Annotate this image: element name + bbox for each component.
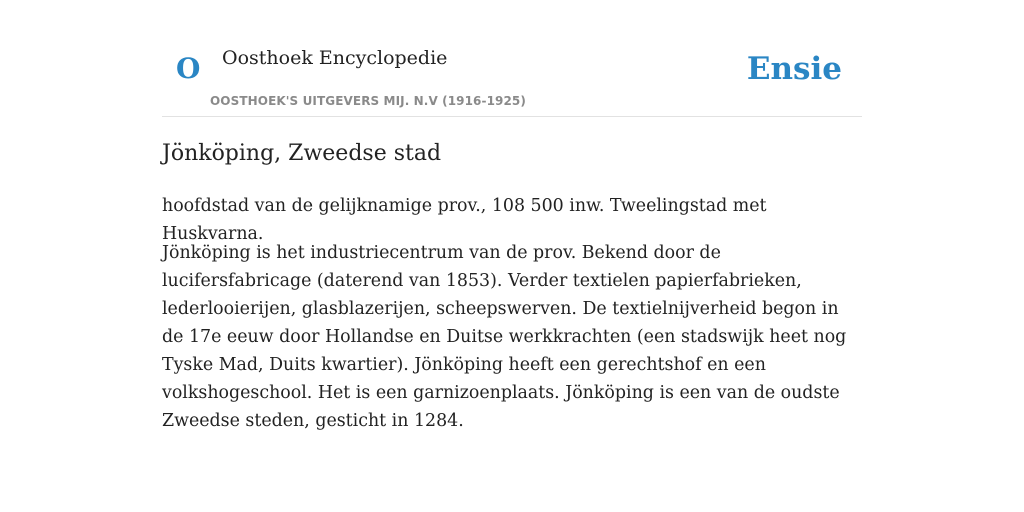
encyclopedia-logo[interactable]: O [176,52,201,85]
encyclopedia-name[interactable]: Oosthoek Encyclopedie [222,47,448,69]
publisher-label: OOSTHOEK'S UITGEVERS MIJ. N.V (1916-1925) [210,94,526,108]
article-paragraph: hoofdstad van de gelijknamige prov., 108 500 inw. Tweelingstad met Huskvarna. [162,196,767,244]
page [162,0,862,431]
ensie-logo-link[interactable]: Ensie [746,51,842,87]
header [162,0,862,117]
article-paragraph: Jönköping is het industriecentrum van de prov. Bekend door de lucifersfabricage (daterend van 1853). Verder textielen papierfabrieken, lederlooierijen, glasblazerijen, scheepswerven. De textielnijverheid begon in de 17e eeuw door Hollandse en Duitse werkkrachten (een stadswijk heet nog Tyske Mad, Duits kwartier). Jönköping heeft een gerechtshof en een volkshogeschool. Het is een garnizoenplaats. Jönköping is een van de oudste Zweedse steden, gesticht in 1284. [162,243,847,431]
article-title: Jönköping, Zweedse stad [162,141,442,166]
